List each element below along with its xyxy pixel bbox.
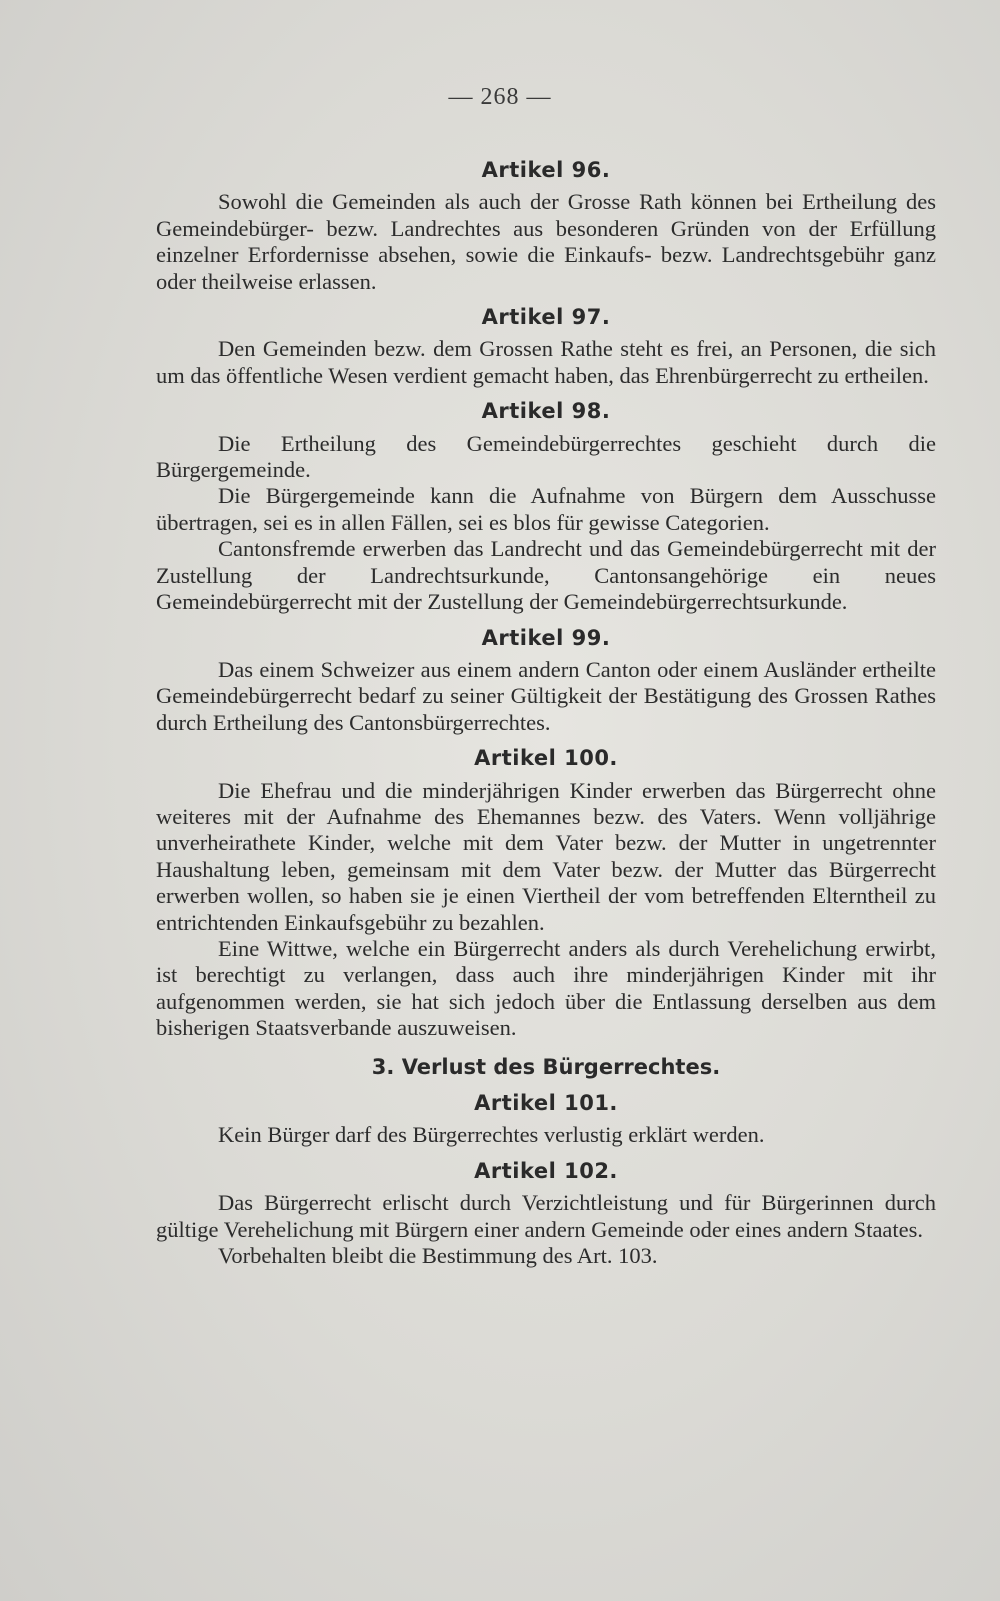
article-heading: Artikel 99. [481,625,611,650]
article-paragraph: Die Ertheilung des Gemeindebürgerrechtes geschieht durch die Bürgergemeinde. [156,430,936,483]
article-paragraph: Das Bürgerrecht erlischt durch Verzichtleistung und für Bürgerinnen durch gültige Verehelichung mit Bürgern einer andern Gemeinde oder eines andern Staates. [156,1190,936,1242]
article-heading: Artikel 101. [474,1091,618,1115]
article-heading: Artikel 96. [481,158,611,182]
article-102 [156,1158,936,1270]
section-heading: 3. Verlust des Bürgerrechtes. [371,1054,721,1079]
article-paragraph: Die Ehefrau und die minderjährigen Kinder erwerben das Bürgerrecht ohne weiteres mit der Aufnahme des Ehemannes bezw. des Vaters. Wenn volljährige unverheirathete Kinder, welche mit dem Vater bezw. der Mutter in ungetrennter Haushaltung leben, gemeinsam mit dem Vater bezw. der Mutter das Bürgerrecht erwerben wollen, so haben sie je einen Viertheil der vom betreffenden Elterntheil zu entrichtenden Einkaufsgebühr zu bezahlen. [156,777,936,935]
article-heading: Artikel 97. [481,305,611,330]
page-body [156,148,936,1269]
article-paragraph: Die Bürgergemeinde kann die Aufnahme von Bürgern dem Ausschusse übertragen, sei es in allen Fällen, sei es blos für gewisse Categorien. [156,483,936,535]
article-paragraph: Kein Bürger darf des Bürgerrechtes verlustig erklärt werden. [218,1122,765,1148]
article-97 [156,304,936,389]
article-paragraph: Cantonsfremde erwerben das Landrecht und das Gemeindebürgerrecht mit der Zustellung der Landrechtsurkunde, Cantonsangehörige ein neues Gemeindebürgerrecht mit der Zustellung der Gemeindebürgerrechtsurkunde. [156,536,936,615]
article-98 [156,398,936,615]
article-99 [156,625,936,737]
article-paragraph: Sowohl die Gemeinden als auch der Grosse Rath können bei Ertheilung des Gemeindebürger- bezw. Landrechtes aus besonderen Gründen von der Erfüllung einzelner Erfordernisse absehen, sowie die Einkaufs- bezw. Landrechtsgebühr ganz oder theilweise erlassen. [156,189,936,294]
article-heading: Artikel 102. [474,1158,618,1183]
article-paragraph: Vorbehalten bleibt die Bestimmung des Art. 103. [218,1243,658,1269]
article-100 [156,745,936,1041]
article-96 [156,157,936,295]
page-number: — 268 — [448,84,552,110]
article-101 [156,1090,936,1149]
article-heading: Artikel 98. [481,399,611,424]
article-paragraph: Eine Wittwe, welche ein Bürgerrecht anders als durch Verehelichung erwirbt, ist berechtigt zu verlangen, dass auch ihre minderjährigen Kinder mit ihr aufgenommen werden, sie hat sich jedoch über die Entlassung derselben aus dem bisherigen Staatsverbande auszuweisen. [156,935,936,1041]
article-heading: Artikel 100. [474,746,618,771]
article-paragraph: Den Gemeinden bezw. dem Grossen Rathe steht es frei, an Personen, die sich um das öffentliche Wesen verdient gemacht haben, das Ehrenbürgerrecht zu ertheilen. [156,336,936,388]
article-paragraph: Das einem Schweizer aus einem andern Canton oder einem Ausländer ertheilte Gemeindebürgerrecht bedarf zu seiner Gültigkeit der Bestätigung des Grossen Rathes durch Ertheilung des Cantonsbürgerrechtes. [156,656,936,735]
